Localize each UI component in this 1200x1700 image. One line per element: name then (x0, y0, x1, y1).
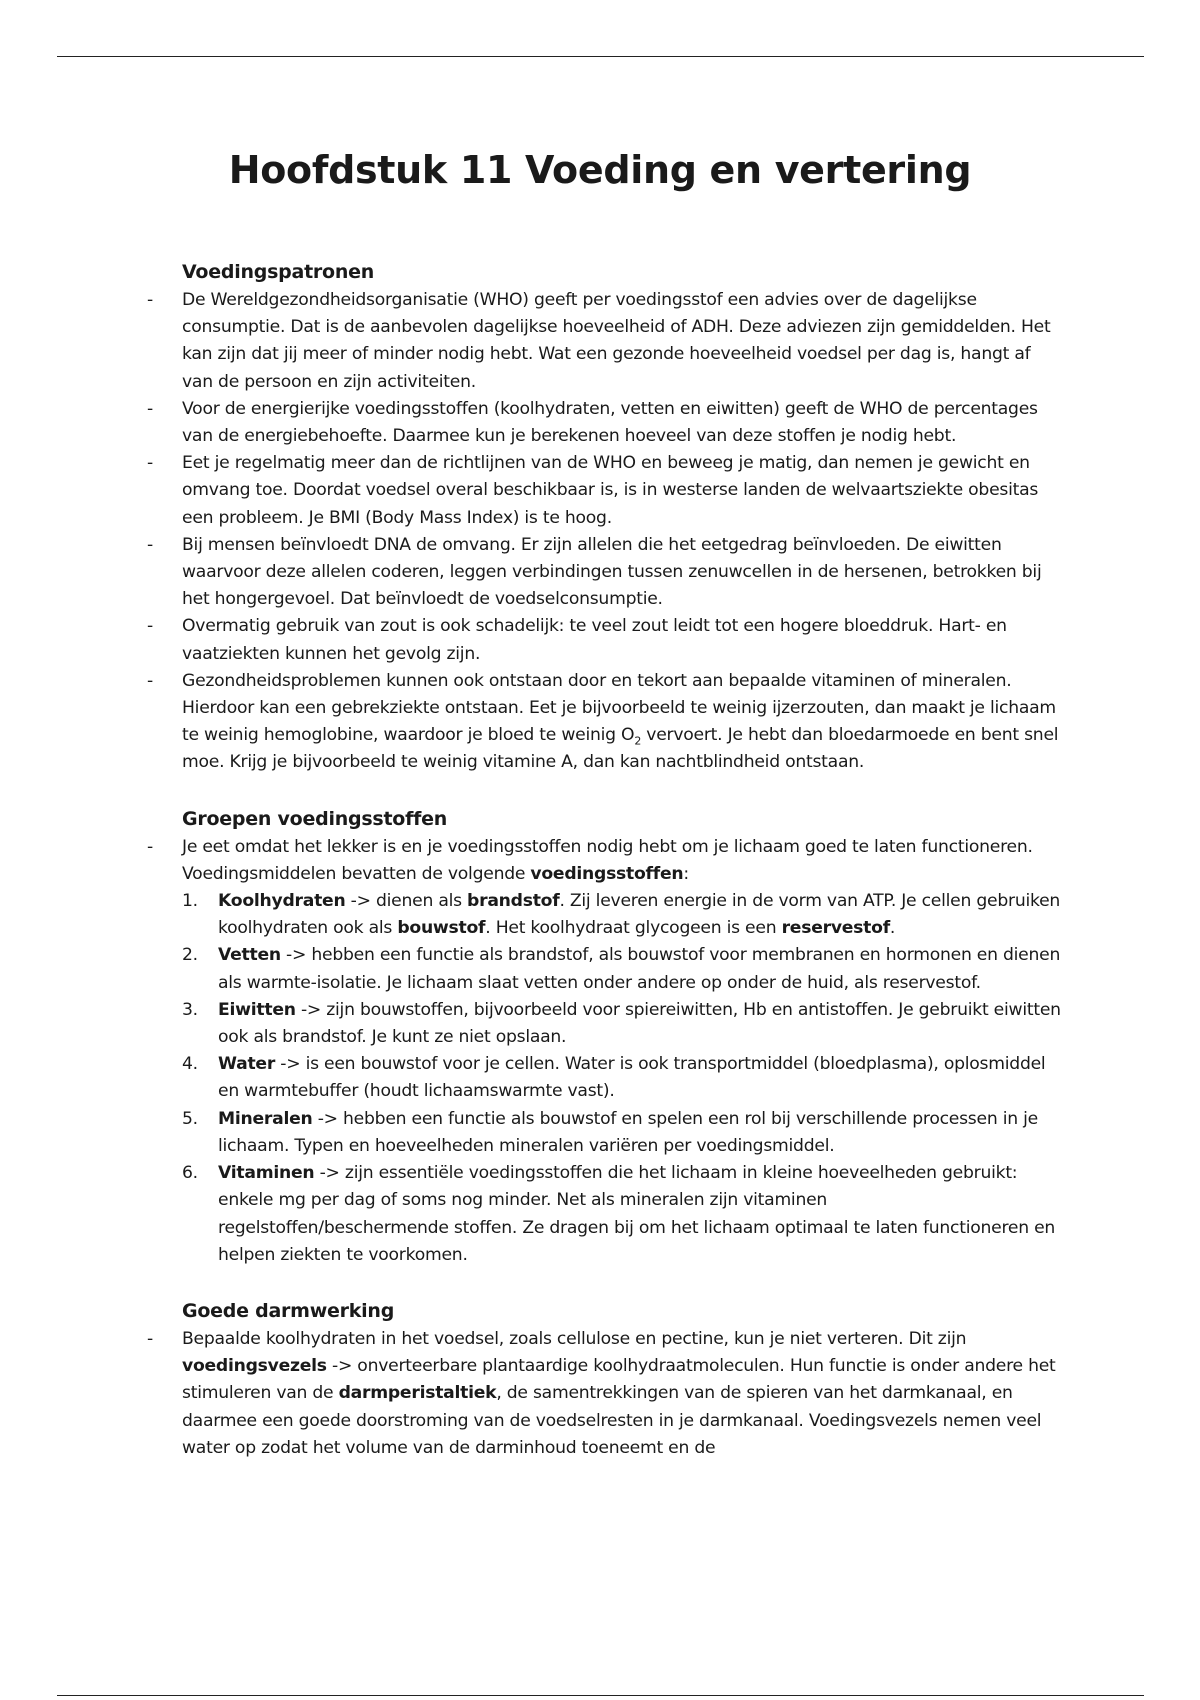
page-title: Hoofdstuk 11 Voeding en vertering (228, 148, 972, 192)
bullet-item: - Eet je regelmatig meer dan de richtlijnen van de WHO en beweeg je matig, dan nemen je gewicht en omvang toe. Doordat voedsel overal beschikbaar is, is in westerse landen de welvaartsziekte obesitas een probleem. Je BMI (Body Mass Index) is te hoog. (182, 450, 1062, 532)
bullet-dash: - (147, 453, 153, 474)
list-number: 6. (182, 1163, 198, 1184)
list-number: 2. (182, 945, 198, 966)
section-goede-darmwerking (147, 1296, 1062, 1462)
list-item: 2. Vetten -> hebben een functie als brandstof, als bouwstof voor membranen en hormonen en dienen als warmte-isolatie. Je lichaam slaat vetten onder andere op onder de huid, als reservestof. (218, 942, 1062, 996)
bullet-item: - Gezondheidsproblemen kunnen ook ontstaan door en tekort aan bepaalde vitaminen of mineralen. Hierdoor kan een gebrekziekte ontstaan. Eet je bijvoorbeeld te weinig ijzerzouten, dan maakt je lichaam te weinig hemoglobine, waardoor je bloed te weinig $O_2$ vervoert. Je hebt dan bloedarmoede en bent snel moe. Krijg je bijvoorbeeld te weinig vitamine A, dan kan nachtblindheid ontstaan. (182, 668, 1062, 777)
list-item: 4. Water -> is een bouwstof voor je cellen. Water is ook transportmiddel (bloedplasma), oplosmiddel en warmtebuffer (houdt lichaamswarmte vast). (218, 1051, 1062, 1105)
bullet-item: - De Wereldgezondheidsorganisatie (WHO) geeft per voedingsstof een advies over de dagelijkse consumptie. Dat is de aanbevolen dagelijkse hoeveelheid of ADH. Deze adviezen zijn gemiddelden. Het kan zijn dat jij meer of minder nodig hebt. Wat een gezonde hoeveelheid voedsel per dag is, hangt af van de persoon en zijn activiteiten. (182, 287, 1062, 396)
list-item: 6. Vitaminen -> zijn essentiële voedingsstoffen die het lichaam in kleine hoeveelheden gebruikt: enkele mg per dag of soms nog minder. Net als mineralen zijn vitaminen regelstoffen/beschermende stoffen. Ze dragen bij om het lichaam optimaal te laten functioneren en helpen ziekten te voorkomen. (218, 1160, 1062, 1269)
bullet-item: - Voor de energierijke voedingsstoffen (koolhydraten, vetten en eiwitten) geeft de WHO de percentages van de energiebehoefte. Daarmee kun je berekenen hoeveel van deze stoffen je nodig hebt. (182, 396, 1062, 450)
bullet-dash: - (147, 534, 153, 555)
bullet-item: - Overmatig gebruik van zout is ook schadelijk: te veel zout leidt tot een hogere bloeddruk. Hart- en vaatziekten kunnen het gevolg zijn. (182, 613, 1062, 667)
section-voedingspatronen (147, 257, 1062, 777)
list-item: 5. Mineralen -> hebben een functie als bouwstof en spelen een rol bij verschillende processen in je lichaam. Typen en hoeveelheden mineralen variëren per voedingsmiddel. (218, 1106, 1062, 1160)
list-number: 5. (182, 1108, 198, 1129)
bullet-item: - Bij mensen beïnvloedt DNA de omvang. Er zijn allelen die het eetgedrag beïnvloeden. De eiwitten waarvoor deze allelen coderen, leggen verbindingen tussen zenuwcellen in de hersenen, betrokken bij het hongergevoel. Dat beïnvloedt de voedselconsumptie. (182, 532, 1062, 614)
section-heading: Groepen voedingsstoffen (182, 807, 448, 830)
bullet-dash: - (147, 1328, 153, 1349)
bullet-item: - Je eet omdat het lekker is en je voedingsstoffen nodig hebt om je lichaam goed te laten functioneren. Voedingsmiddelen bevatten de volgende voedingsstoffen: (182, 834, 1062, 888)
page-bottom-rule (57, 1695, 1144, 1696)
bullet-dash: - (147, 836, 153, 857)
bullet-dash: - (147, 290, 153, 310)
document-body (147, 257, 1062, 1462)
bullet-item: - Bepaalde koolhydraten in het voedsel, zoals cellulose en pectine, kun je niet verteren. Dit zijn voedingsvezels -> onverteerbare plantaardige koolhydraatmoleculen. Hun functie is onder andere het stimuleren van de darmperistaltiek, de samentrekkingen van de spieren van het darmkanaal, en daarmee een goede doorstroming van de voedselresten in je darmkanaal. Voedingsvezels nemen veel water op zodat het volume van de darminhoud toeneemt en de (182, 1326, 1062, 1462)
bullet-dash: - (147, 398, 153, 419)
bullet-dash: - (147, 616, 153, 637)
list-number: 1. (182, 891, 198, 912)
list-item: 1. Koolhydraten -> dienen als brandstof. Zij leveren energie in de vorm van ATP. Je cellen gebruiken koolhydraten ook als bouwstof. Het koolhydraat glycogeen is een reservestof. (218, 888, 1062, 942)
subscript: 2 (634, 734, 642, 748)
section-groepen-voedingsstoffen (147, 804, 1062, 1269)
list-number: 4. (182, 1054, 198, 1075)
section-heading: Voedingspatronen (182, 261, 375, 283)
numbered-list (182, 888, 1062, 1269)
page-top-rule (57, 56, 1144, 57)
list-item: 3. Eiwitten -> zijn bouwstoffen, bijvoorbeeld voor spiereiwitten, Hb en antistoffen. Je gebruikt eiwitten ook als brandstof. Je kunt ze niet opslaan. (218, 997, 1062, 1051)
list-number: 3. (182, 999, 198, 1020)
section-heading: Goede darmwerking (182, 1299, 395, 1322)
bullet-dash: - (147, 670, 153, 691)
